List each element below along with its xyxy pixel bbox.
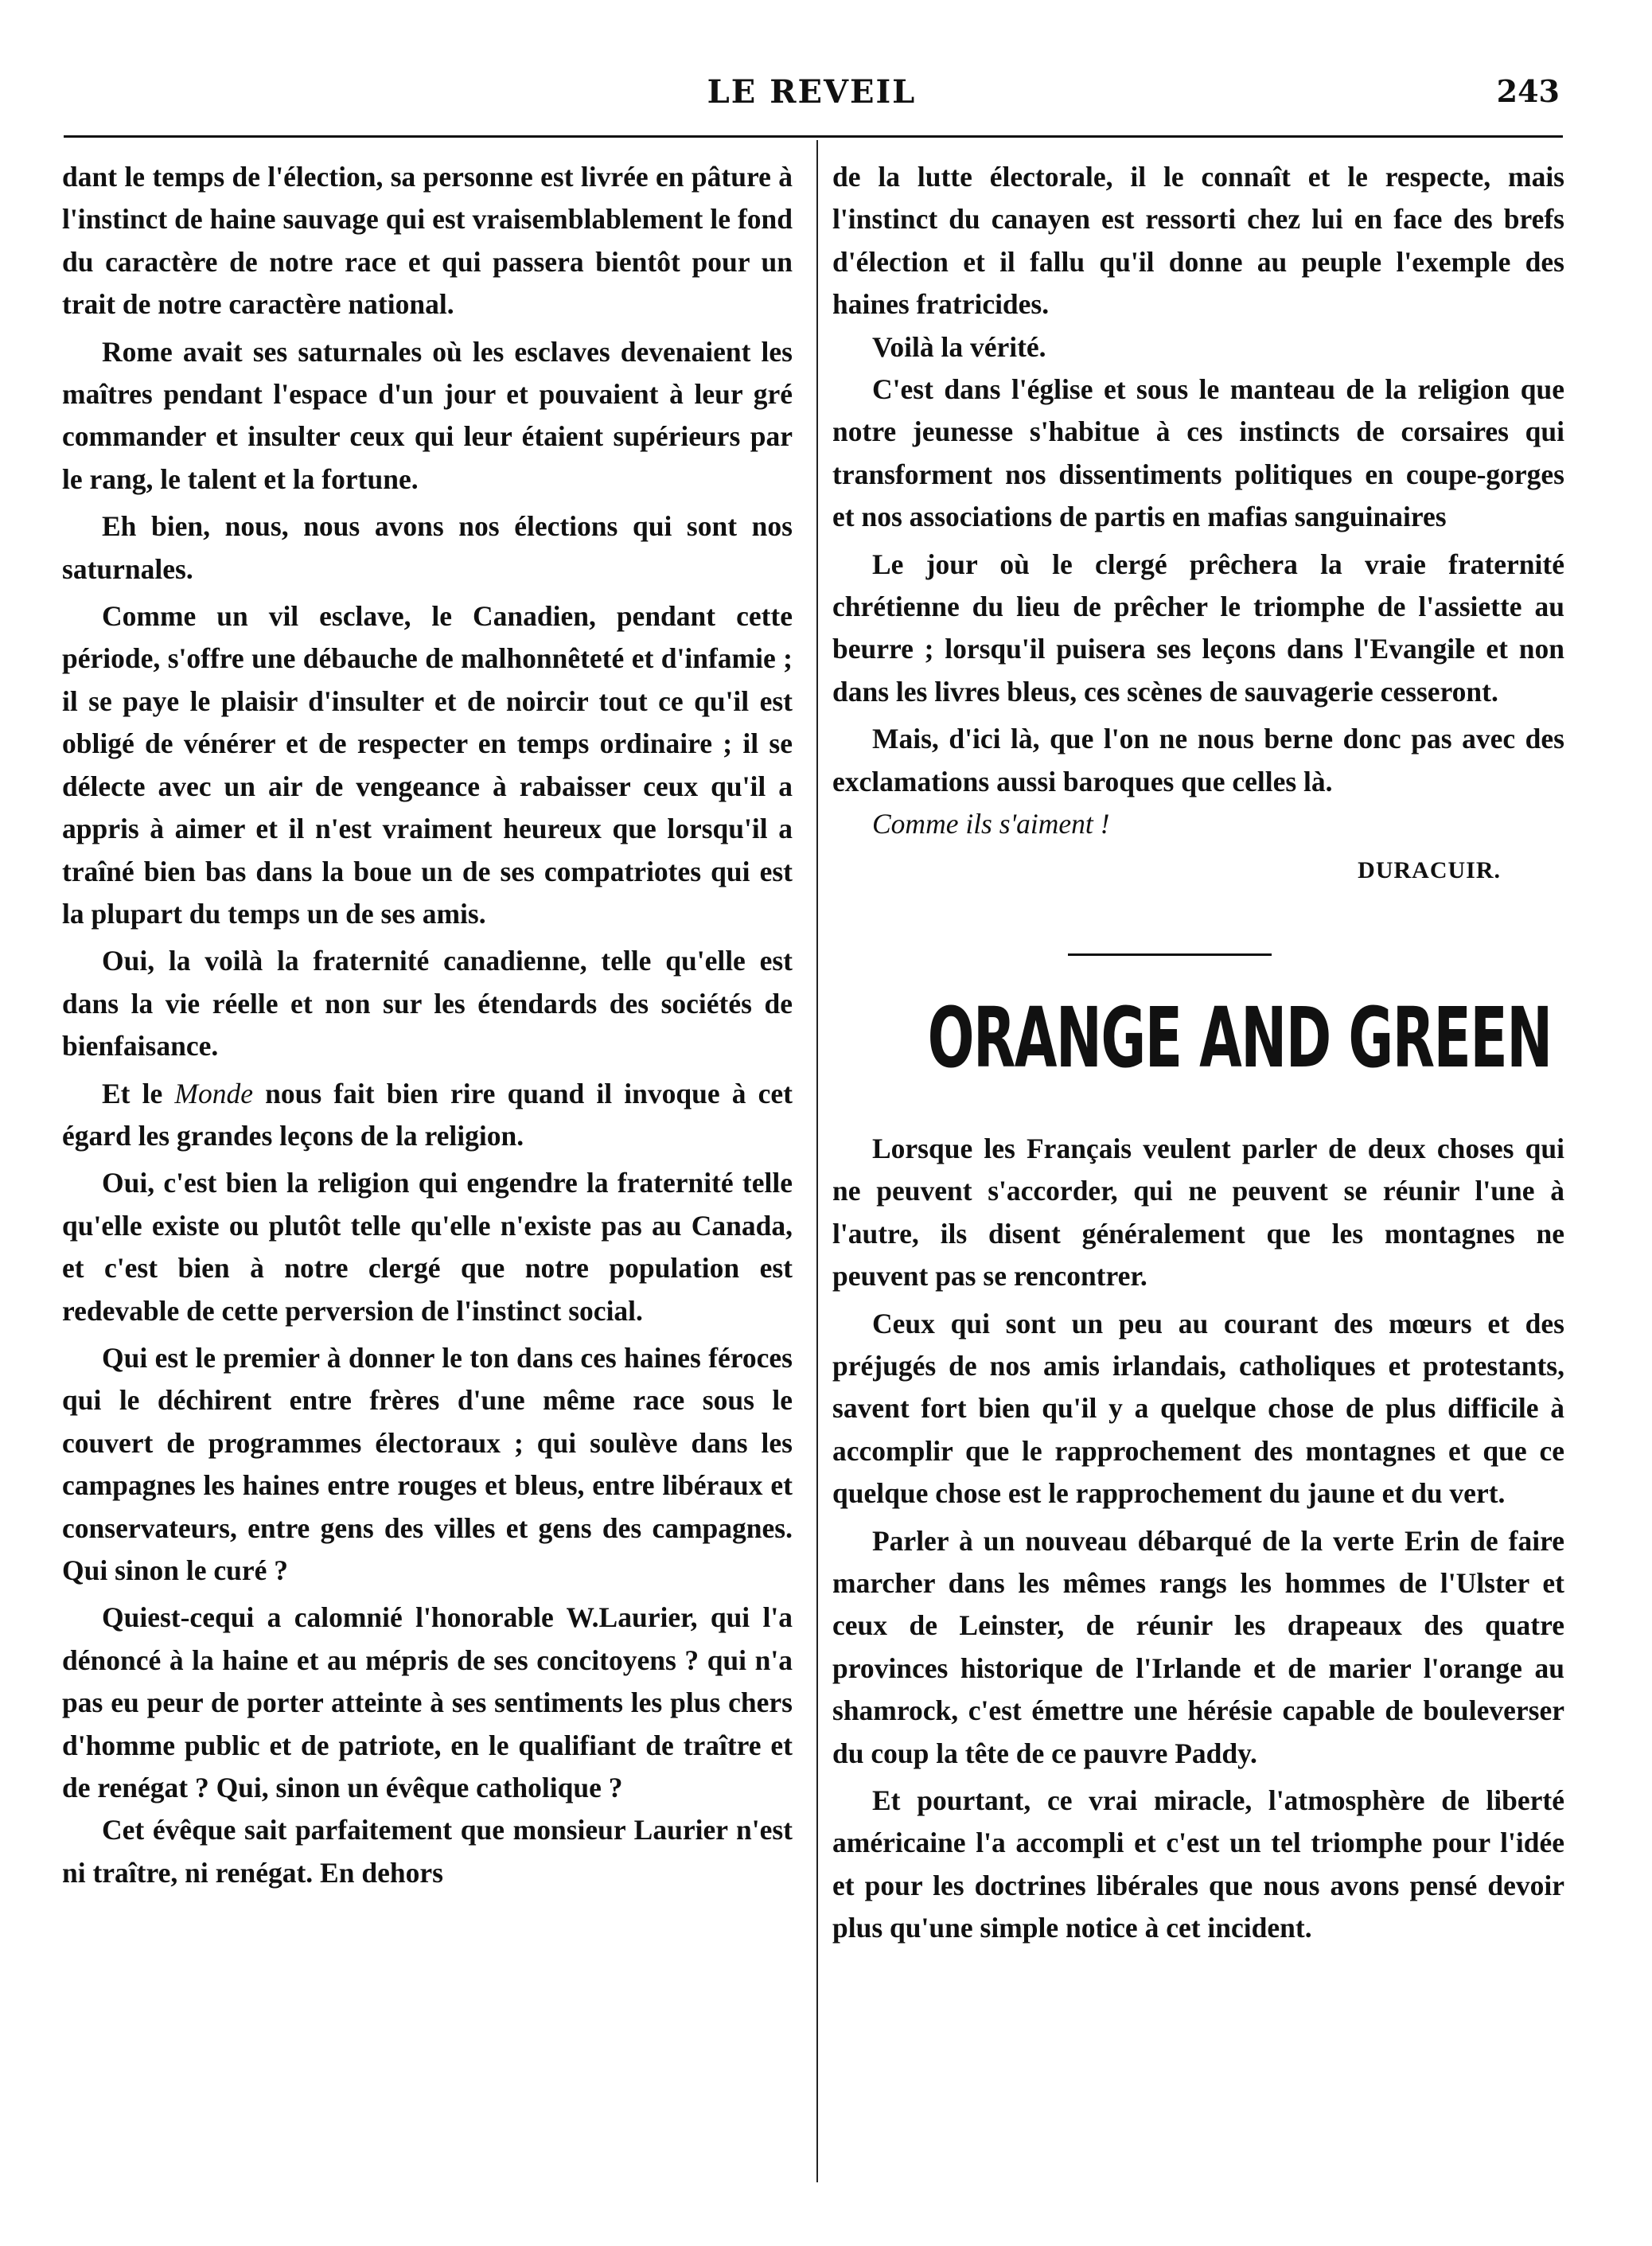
paragraph: Voilà la vérité. bbox=[872, 330, 1046, 363]
paragraph-text: nous fait bien rire quand il invoque à cet égard les grandes leçons de la religion. bbox=[62, 1077, 793, 1152]
paragraph bbox=[62, 1073, 793, 1158]
section-rule bbox=[1068, 953, 1272, 956]
header-title: LE REVEIL bbox=[707, 73, 917, 111]
paragraph: Qui est le premier à donner le ton dans ces haines féroces qui le déchirent entre frères d'une même race sous le couvert de programmes électoraux ; qui soulève dans les campagnes les haines entre rouges et bleus, entre libéraux et conservateurs, entre gens des villes et gens des campagnes. Qui sinon le curé ? bbox=[62, 1341, 793, 1586]
paragraph: Oui, c'est bien la religion qui engendre la fraternité telle qu'elle existe ou plutôt telle qu'elle n'existe pas au Canada, et c'est bien à notre clergé que notre population est redevable de cette perversion de l'instinct social. bbox=[62, 1167, 793, 1327]
paragraph: Parler à un nouveau débarqué de la verte Erin de faire marcher dans les mêmes rangs les hommes de l'Ulster et ceux de Leinster, de réunir les drapeaux des quatre provinces historique de l'Irlande et de marier l'orange au shamrock, c'est émettre une hérésie capable de bouleverser du coup la tête de ce pauvre Paddy. bbox=[832, 1524, 1564, 1769]
header-rule bbox=[64, 135, 1563, 138]
paragraph: Rome avait ses saturnales où les esclaves devenaient les maîtres pendant l'espace d'un jour et pouvaient à leur gré commander et insulter ceux qui leur étaient supérieurs par le rang, le talent et la fortune. bbox=[62, 335, 793, 495]
newspaper-name: Monde bbox=[174, 1077, 253, 1109]
page-header bbox=[64, 70, 1560, 118]
paragraph: C'est dans l'église et sous le manteau de la religion que notre jeunesse s'habitue à ces instincts de corsaires qui transforment nos dissentiments politiques en coupe-gorges et nos associations de partis en mafias sanguinaires bbox=[832, 373, 1564, 533]
left-column bbox=[62, 156, 793, 1894]
paragraph: Le jour où le clergé prêchera la vraie fraternité chrétienne du lieu de prêcher le triomphe de l'assiette au beurre ; lorsqu'il puisera ses leçons dans l'Evangile et non dans les livres bleus, ces scènes de sauvagerie cesseront. bbox=[832, 548, 1564, 708]
paragraph: Oui, la voilà la fraternité canadienne, telle qu'elle est dans la vie réelle et non sur les étendards des sociétés de bienfaisance. bbox=[62, 945, 793, 1063]
paragraph: de la lutte électorale, il le connaît et le respecte, mais l'instinct du canayen est ressorti chez lui en face des brefs d'élection et il fallu qu'il donne au peuple l'exemple des haines fratricides. bbox=[832, 161, 1564, 321]
paragraph: Comme un vil esclave, le Canadien, pendant cette période, s'offre une débauche de malhonnêteté et d'infamie ; il se paye le plaisir d'insulter et de noircir tout ce qu'il est obligé de vénérer et de respecter en temps ordinaire ; il se délecte avec un air de vengeance à rabaisser ceux qu'il a appris à aimer et il n'est vraiment heureux que lorsqu'il a traîné bien bas dans la boue un de ses compatriotes qui est la plupart du temps un de ses amis. bbox=[62, 600, 793, 930]
paragraph: Et pourtant, ce vrai miracle, l'atmosphère de liberté américaine l'a accompli et c'est un tel triomphe pour l'idée et pour les doctrines libérales que nous avons pensé devoir plus qu'une simple notice à cet incident. bbox=[832, 1784, 1564, 1944]
paragraph: dant le temps de l'élection, sa personne est livrée en pâture à l'instinct de haine sauvage qui est vraisemblablement le fond du caractère de notre race et qui passera bientôt pour un trait de notre caractère national. bbox=[62, 161, 793, 321]
right-column bbox=[832, 156, 1564, 1950]
paragraph-text: Et le bbox=[102, 1077, 175, 1109]
paragraph: Lorsque les Français veulent parler de deux choses qui ne peuvent s'accorder, qui ne peuvent se réunir l'une à l'autre, ils disent généralement que les montagnes ne peuvent pas se rencontrer. bbox=[832, 1132, 1564, 1293]
column-divider bbox=[816, 140, 818, 2182]
closing-motto: Comme ils s'aiment ! bbox=[872, 808, 1110, 840]
article-title: ORANGE AND GREEN bbox=[927, 988, 1552, 1086]
page-number: 243 bbox=[1496, 73, 1560, 109]
author-signature: DURACUIR. bbox=[1358, 856, 1501, 883]
paragraph: Mais, d'ici là, que l'on ne nous berne donc pas avec des exclamations aussi baroques que celles là. bbox=[832, 723, 1564, 797]
paragraph: Ceux qui sont un peu au courant des mœurs et des préjugés de nos amis irlandais, catholiques et protestants, savent fort bien qu'il y a quelque chose de plus difficile à accomplir que le rapprochement des montagnes et que ce quelque chose est le rapprochement du jaune et du vert. bbox=[832, 1307, 1564, 1510]
paragraph: Cet évêque sait parfaitement que monsieur Laurier n'est ni traître, ni renégat. En dehors bbox=[62, 1814, 793, 1889]
paragraph: Eh bien, nous, nous avons nos élections qui sont nos saturnales. bbox=[62, 510, 793, 585]
paragraph: Quiest-cequi a calomnié l'honorable W.Laurier, qui l'a dénoncé à la haine et au mépris de ses concitoyens ? qui n'a pas eu peur de porter atteinte à ses sentiments les plus chers d'homme public et de patriote, en le qualifiant de traître et de renégat ? Qui, sinon un évêque catholique ? bbox=[62, 1601, 793, 1804]
